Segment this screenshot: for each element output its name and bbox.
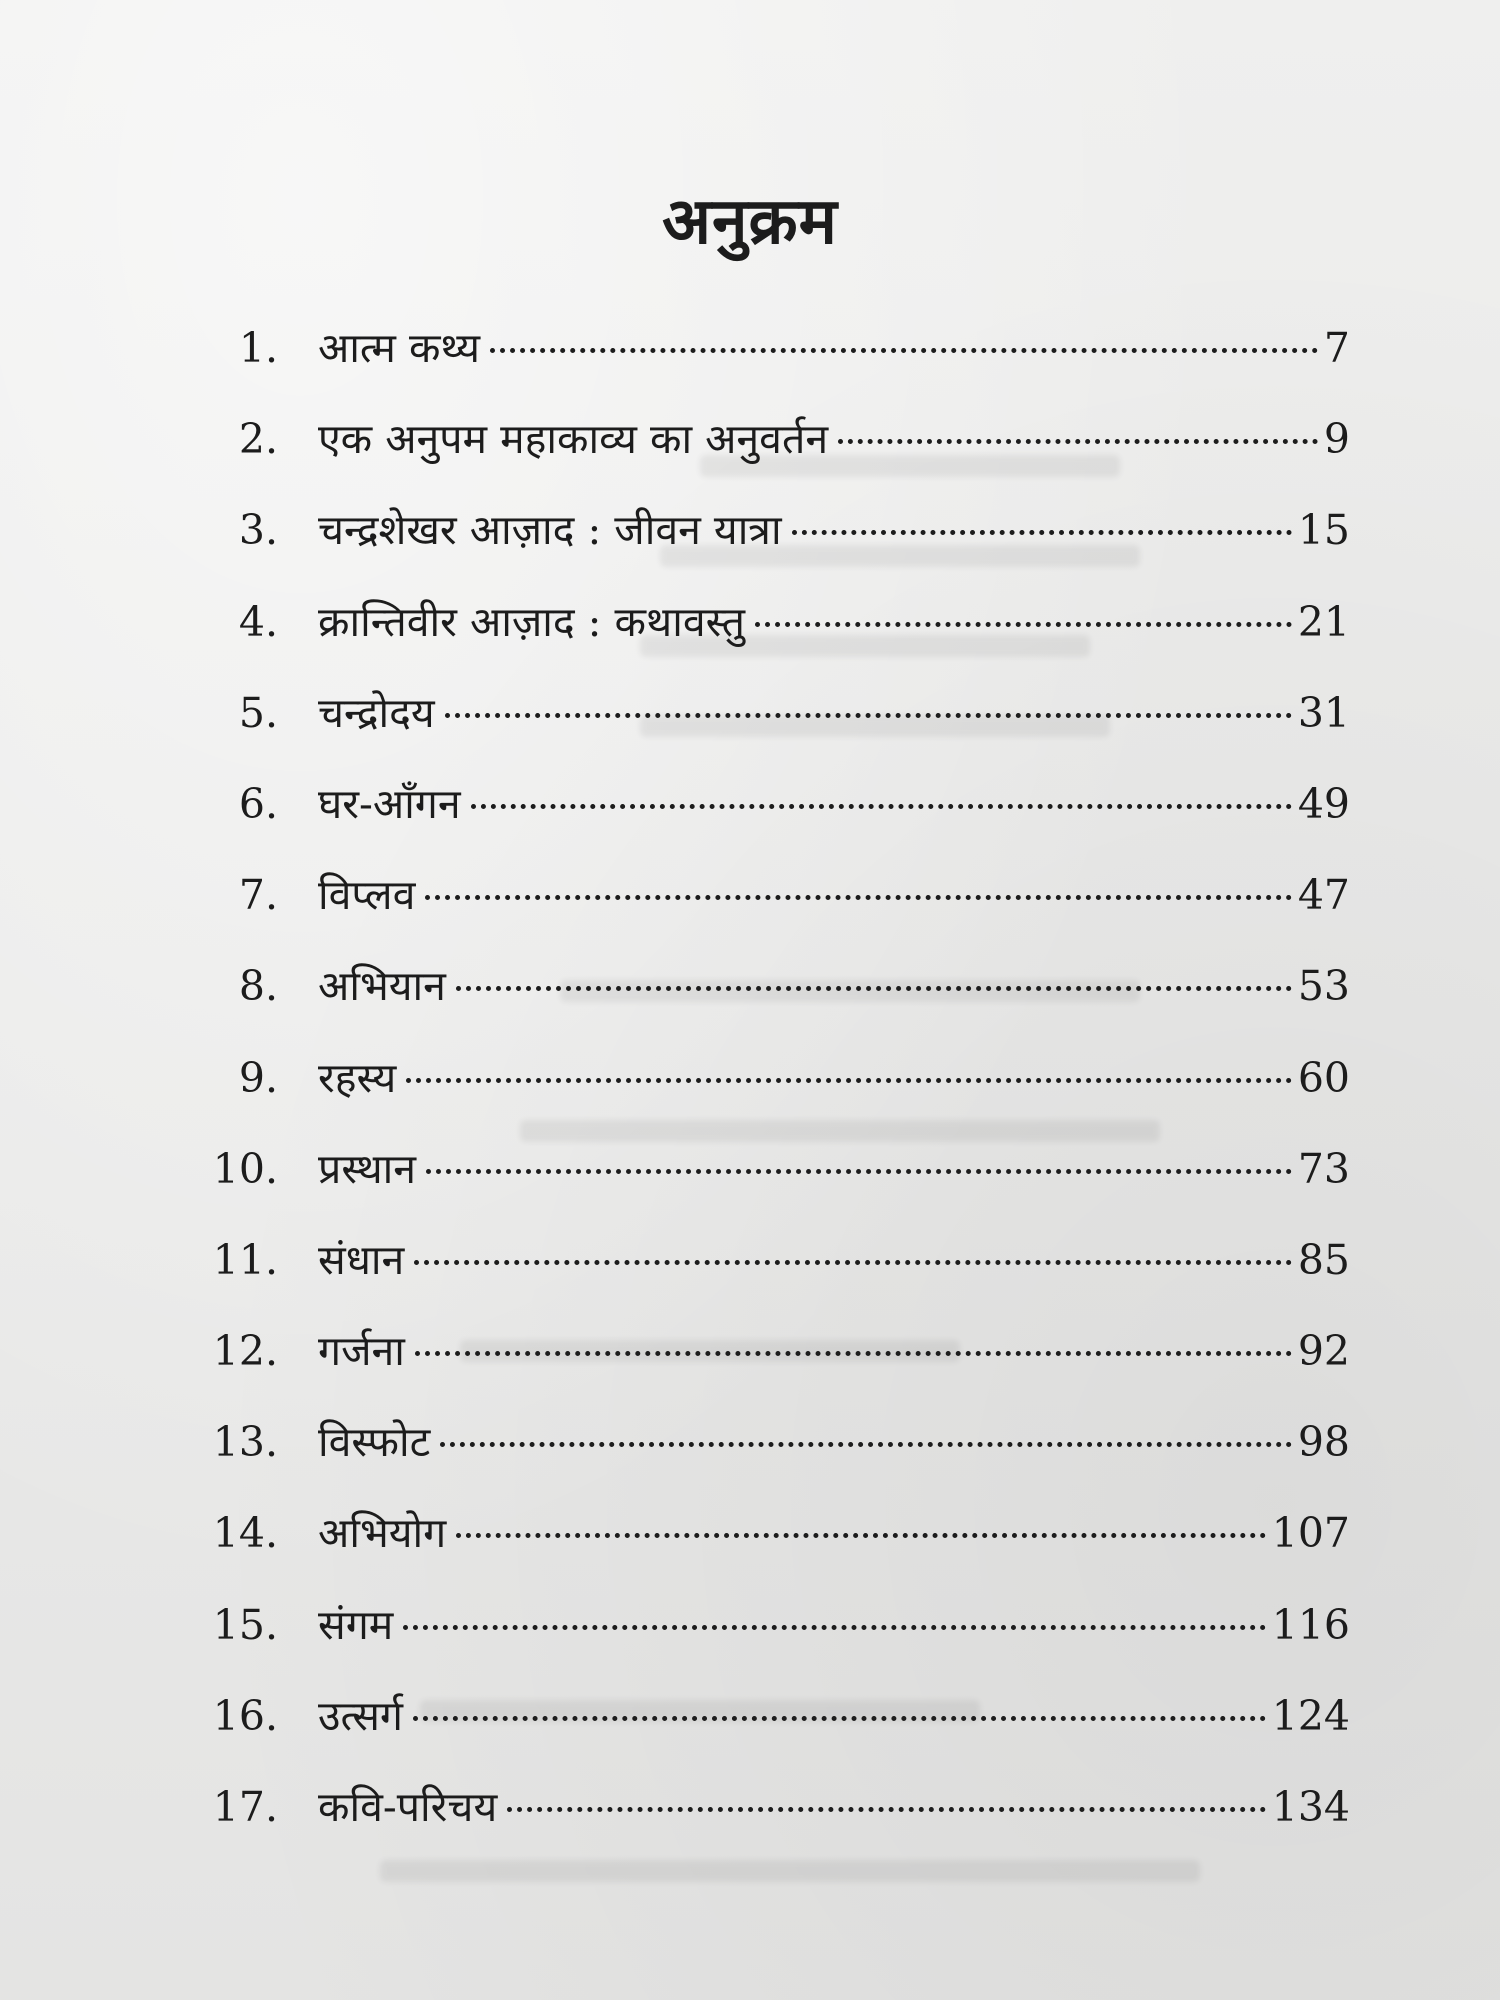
dot-leader [415, 1351, 1292, 1356]
toc-entry-page-number: 73 [1297, 1144, 1350, 1193]
toc-entry-title: घर-आँगन [318, 779, 461, 828]
page-title: अनुक्रम [662, 184, 838, 259]
toc-entry [170, 500, 1350, 591]
dot-leader [406, 1078, 1292, 1083]
dot-leader [445, 713, 1292, 718]
toc-entry [170, 1048, 1350, 1139]
toc-entry [170, 1777, 1350, 1868]
toc-entry-page-number: 9 [1323, 415, 1350, 464]
toc-entry-page-number: 124 [1271, 1691, 1350, 1740]
toc-entry-title: एक अनुपम महाकाव्य का अनुवर्तन [318, 415, 829, 464]
toc-entry [170, 865, 1350, 956]
toc-entry-page-number: 47 [1297, 871, 1350, 920]
toc-entry-number: 1. [238, 324, 278, 372]
toc-entry-page-number: 31 [1297, 688, 1350, 737]
table-of-contents [170, 318, 1350, 1868]
dot-leader [426, 1169, 1292, 1174]
toc-entry-number: 12. [212, 1327, 278, 1376]
dot-leader [440, 1442, 1292, 1447]
toc-entry-title: गर्जना [318, 1327, 405, 1376]
toc-entry-number: 13. [212, 1418, 278, 1467]
toc-entry-page-number: 134 [1271, 1783, 1350, 1831]
toc-entry [170, 1321, 1350, 1412]
toc-entry [170, 683, 1350, 774]
dot-leader [414, 1260, 1292, 1265]
toc-entry-title: अभियान [318, 962, 446, 1011]
toc-entry-number: 14. [212, 1509, 278, 1558]
toc-entry-page-number: 53 [1297, 962, 1350, 1011]
toc-entry-title: चन्द्रशेखर आज़ाद : जीवन यात्रा [318, 506, 782, 555]
toc-entry-title: कवि-परिचय [318, 1783, 498, 1831]
dot-leader [792, 530, 1292, 535]
toc-entry-title: अभियोग [318, 1509, 447, 1558]
toc-entry [170, 1595, 1350, 1686]
toc-entry [170, 1503, 1350, 1594]
toc-entry-page-number: 107 [1271, 1509, 1350, 1558]
toc-entry-number: 17. [212, 1783, 278, 1831]
toc-entry-number: 2. [238, 415, 278, 464]
toc-entry-number: 8. [238, 962, 278, 1011]
toc-entry [170, 1412, 1350, 1503]
dot-leader [456, 986, 1292, 991]
toc-entry-title: संगम [318, 1600, 394, 1649]
toc-entry-number: 11. [212, 1235, 278, 1284]
toc-entry-title: क्रान्तिवीर आज़ाद : कथावस्तु [318, 597, 745, 646]
toc-entry-title: उत्सर्ग [318, 1691, 403, 1740]
toc-entry-title: संधान [318, 1235, 405, 1284]
dot-leader [471, 804, 1292, 809]
toc-entry-page-number: 49 [1297, 779, 1350, 828]
toc-entry-page-number: 60 [1297, 1053, 1350, 1102]
toc-entry-number: 4. [238, 597, 278, 646]
toc-entry-title: रहस्य [318, 1053, 397, 1102]
toc-entry-page-number: 21 [1297, 597, 1350, 646]
toc-entry-title: विस्फोट [318, 1418, 431, 1467]
dot-leader [507, 1807, 1265, 1812]
toc-entry-page-number: 98 [1297, 1418, 1350, 1467]
toc-entry-number: 7. [238, 871, 278, 920]
toc-entry [170, 318, 1350, 409]
toc-entry-number: 10. [212, 1144, 278, 1193]
toc-entry [170, 409, 1350, 500]
dot-leader [490, 348, 1318, 353]
toc-entry [170, 1230, 1350, 1321]
toc-entry [170, 1139, 1350, 1230]
toc-entry-title: विप्लव [318, 871, 416, 920]
toc-entry-number: 3. [238, 506, 278, 555]
toc-entry-number: 9. [238, 1053, 278, 1102]
toc-entry-page-number: 85 [1297, 1235, 1350, 1284]
dot-leader [755, 622, 1292, 627]
dot-leader [456, 1533, 1265, 1538]
toc-entry-number: 16. [212, 1691, 278, 1740]
toc-entry-page-number: 116 [1271, 1600, 1350, 1649]
toc-entry-title: आत्म कथ्य [318, 324, 481, 372]
toc-entry [170, 1686, 1350, 1777]
toc-entry-number: 5. [238, 688, 278, 737]
toc-entry [170, 956, 1350, 1047]
dot-leader [413, 1716, 1266, 1721]
toc-entry-title: प्रस्थान [318, 1144, 417, 1193]
toc-entry-page-number: 7 [1323, 324, 1350, 372]
dot-leader [403, 1625, 1265, 1630]
toc-entry-page-number: 15 [1297, 506, 1350, 555]
toc-entry-title: चन्द्रोदय [318, 688, 435, 737]
toc-entry-page-number: 92 [1297, 1327, 1350, 1376]
toc-entry [170, 592, 1350, 683]
dot-leader [425, 895, 1291, 900]
toc-entry-number: 15. [212, 1600, 278, 1649]
toc-entry [170, 774, 1350, 865]
dot-leader [838, 439, 1318, 444]
toc-entry-number: 6. [238, 779, 278, 828]
